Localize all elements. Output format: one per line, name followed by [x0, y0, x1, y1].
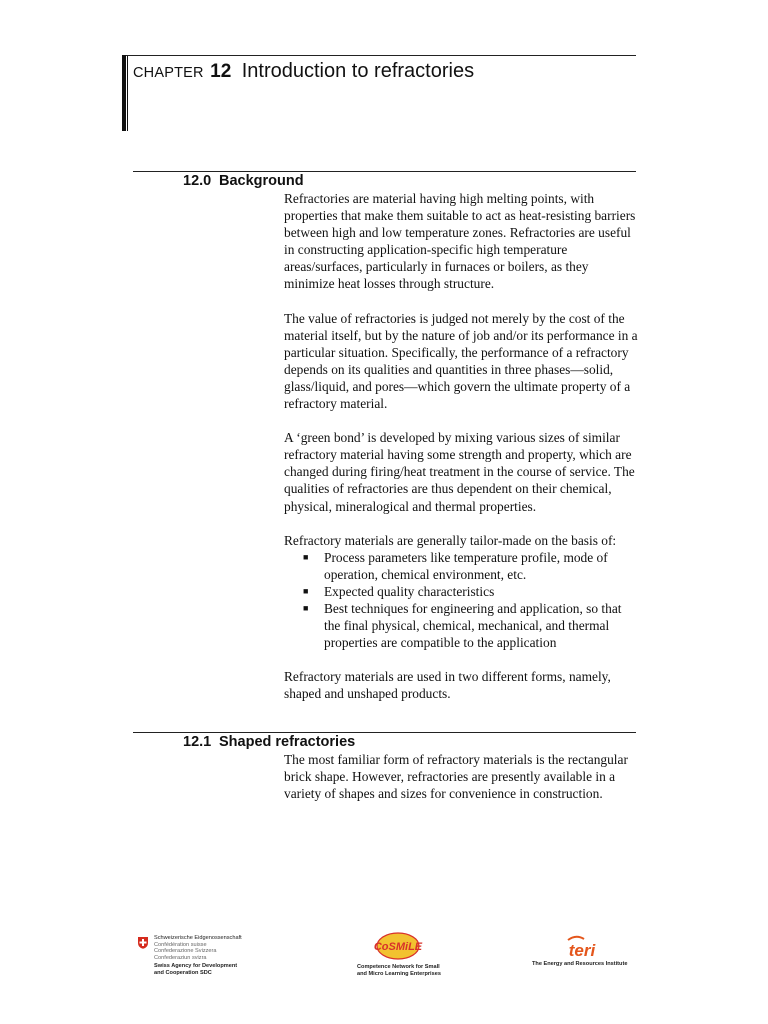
section-number: 12.1	[183, 734, 212, 750]
sdc-agency-line: and Cooperation SDC	[154, 969, 212, 976]
chapter-top-rule	[126, 55, 636, 56]
section-heading	[183, 173, 304, 189]
chapter-left-bar-thick	[122, 55, 126, 131]
teri-logo-mark	[562, 934, 602, 960]
sdc-line: Confédération suisse	[154, 941, 207, 948]
bullet-icon: ■	[303, 585, 309, 596]
list-item-text: Expected quality characteristics	[324, 583, 495, 599]
teri-caption: The Energy and Resources Institute	[532, 961, 628, 967]
sdc-agency-name	[154, 963, 237, 976]
cosmile-logo	[355, 930, 475, 980]
list-item	[284, 600, 640, 651]
cosmile-caption	[357, 964, 441, 977]
section-number: 12.0	[183, 173, 212, 189]
sdc-confederation-names	[154, 935, 242, 961]
sdc-logo	[137, 935, 247, 980]
teri-logo-text: teri	[568, 941, 596, 960]
chapter-label: CHAPTER	[133, 65, 204, 81]
section-body-shaped	[284, 751, 640, 802]
chapter-left-bar-thin	[127, 55, 128, 131]
chapter-heading	[133, 60, 474, 83]
list-item	[284, 549, 640, 583]
section-title: Shaped refractories	[219, 734, 356, 750]
paragraph: A ‘green bond’ is developed by mixing various sizes of similar refractory material having some strength and property, which are changed during firing/heat treatment in the course of service. The qualities of refractories are thus dependent on their chemical, physical, mineralogical and thermal properties.	[284, 430, 635, 514]
paragraph: Refractories are material having high melting points, with properties that make them suitable to act as heat-resisting barriers between high and low temperature zones. Refractories are useful in constructing application-specific high temperature areas/surfaces, particularly in furnaces or boilers, as they minimize heat losses through structure.	[284, 191, 636, 292]
section-heading	[183, 734, 355, 750]
bullet-list	[284, 549, 640, 652]
cosmile-logo-text: CoSMiLE	[373, 941, 423, 953]
chapter-title: Introduction to refractories	[241, 60, 475, 82]
sdc-line: Schweizerische Eidgenossenschaft	[154, 935, 242, 941]
bullet-icon: ■	[303, 551, 309, 562]
paragraph: Refractory materials are used in two different forms, namely, shaped and unshaped products.	[284, 669, 611, 702]
cosmile-caption-line: and Micro Learning Enterprises	[357, 970, 441, 977]
bullet-icon: ■	[303, 602, 309, 613]
cosmile-logo-mark	[373, 931, 423, 961]
swiss-cross-icon	[137, 936, 149, 949]
paragraph: The most familiar form of refractory materials is the rectangular brick shape. However, refractories are presently available in a variety of shapes and sizes for convenience in construction.	[284, 752, 628, 802]
sdc-line: Confederaziun svizra	[154, 954, 207, 961]
paragraph: Refractory materials are generally tailor-made on the basis of:	[284, 532, 617, 548]
list-item	[284, 583, 640, 600]
list-item-text: Process parameters like temperature profile, mode of operation, chemical environment, etc.	[324, 549, 608, 582]
cosmile-caption-line: Competence Network for Small	[357, 964, 440, 970]
section-title: Background	[219, 173, 304, 189]
list-item-text: Best techniques for engineering and application, so that the final physical, chemical, mechanical, and thermal properties are compatible to the application	[324, 600, 622, 651]
teri-logo	[530, 932, 640, 972]
paragraph: The value of refractories is judged not merely by the cost of the material itself, but by the nature of job and/or its performance in a particular situation. Specifically, the performance of a refractory depends on its qualities and quantities in three phases—solid, glass/liquid, and pores—which govern the ultimate property of a refractory material.	[284, 310, 638, 412]
sdc-line: Confederazione Svizzera	[154, 948, 217, 955]
sdc-agency-line: Swiss Agency for Development	[154, 963, 238, 969]
chapter-number: 12	[210, 61, 232, 82]
section-rule	[133, 171, 636, 172]
section-rule	[133, 732, 636, 733]
section-body-background	[284, 190, 640, 702]
